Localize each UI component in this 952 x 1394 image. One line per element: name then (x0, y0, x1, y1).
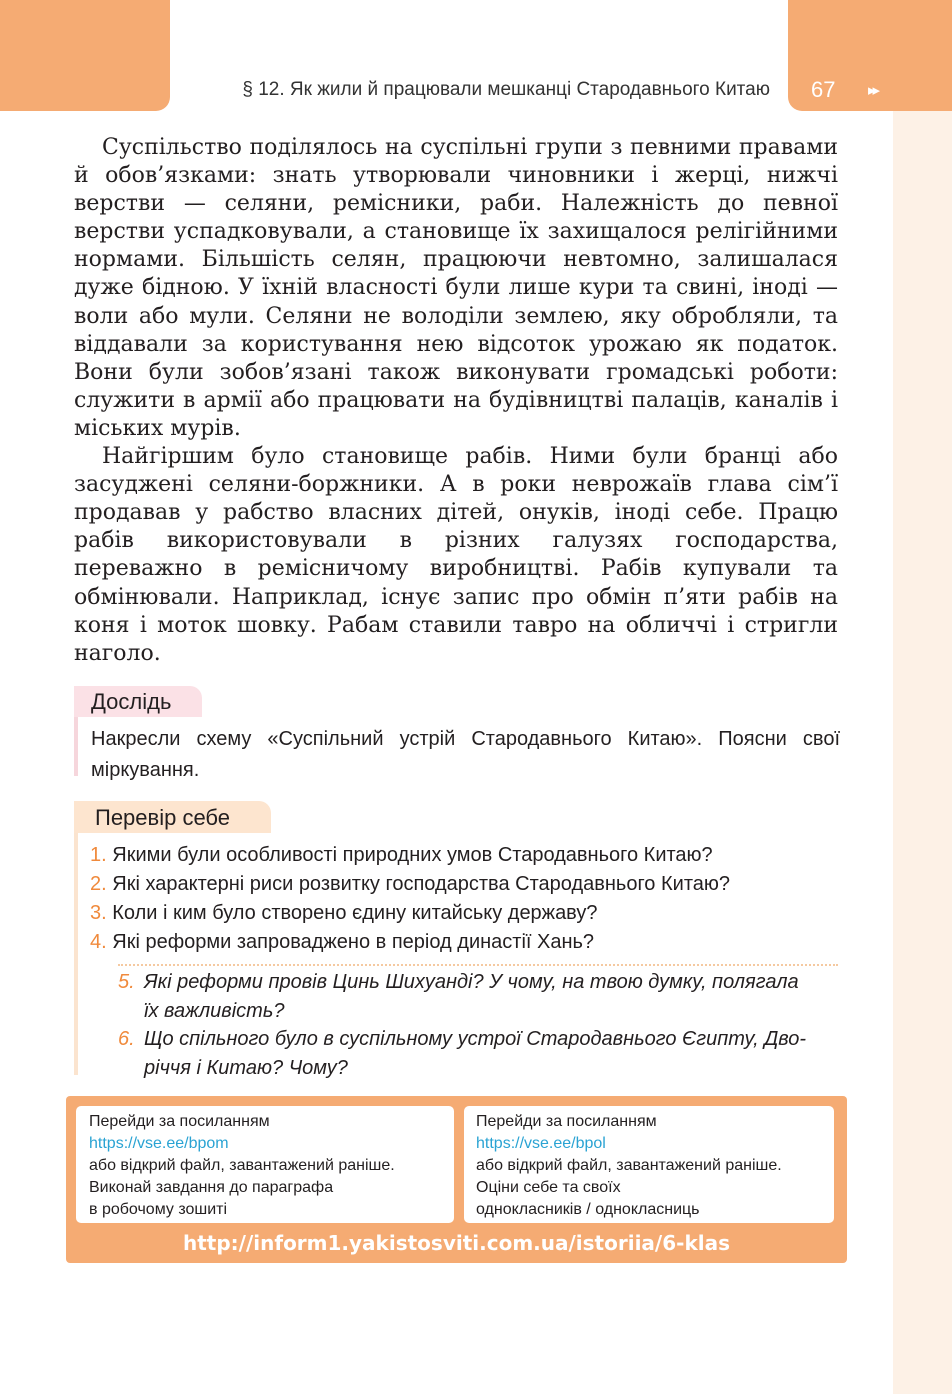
paragraph-2: Найгіршим було становище рабів. Ними були бранці або засуджені селяни-боржники. А в роки неврожаїв глава сім’ї продавав у рабство власних дітей, онуків, іноді себе. Працю рабів використовували в різних галузях господарства, переважно в ремісничому виробництві. Рабів купували та обмінювали. Наприклад, існує запис про обмін п’яти рабів на коня і моток шовку. Рабам ставили тавро на обличчі і стригли наголо. (74, 444, 838, 666)
question-text-line-1: Які реформи провів Цинь Шихуанді? У чому, на твою думку, полягала (144, 971, 799, 993)
question-number: 1. (90, 844, 107, 866)
card-line: Оціни себе та своїх (476, 1179, 621, 1196)
question-item (90, 841, 840, 870)
online-resources-panel (66, 1096, 847, 1263)
card-intro: Перейди за посиланням (89, 1113, 270, 1130)
question-text: Які характерні риси розвитку господарства Стародавнього Китаю? (112, 873, 730, 895)
main-text (74, 134, 838, 668)
card-link-bpol[interactable]: https://vse.ee/bpol (476, 1135, 606, 1152)
page-number: 67 (811, 77, 836, 102)
check-yourself-label: Перевір себе (74, 801, 271, 833)
question-list (90, 841, 840, 957)
advanced-question (118, 968, 840, 1025)
check-side-line (74, 801, 78, 1075)
card-line: або відкрий файл, завантажений раніше. (89, 1157, 395, 1174)
question-text: Коли і ким було створено єдину китайську державу? (112, 902, 598, 924)
paragraph-1: Суспільство поділялось на суспільні групи з певними правами й обов’язками: знать утворювали чиновники і жерці, нижчі верстви — селяни, ремісники, раби. Належність до певної верстви успадковували, а становище їх захищалося релігійними нормами. Більшість селян, працюючи невтомно, залишалася дуже бідною. У їхній власності були лише кури та свині, іноді — воли або мули. Селяни не володіли землею, яку обробляли, та віддавали за користування нею відсоток урожаю як податок. Вони були зобов’язані також виконувати громадські роботи: служити в армії або працювати на будівництві палаців, каналів і міських мурів. (74, 135, 838, 441)
question-text-line-2: їх важливість? (144, 999, 285, 1022)
question-text: Якими були особливості природних умов Стародавнього Китаю? (112, 844, 713, 866)
running-title: § 12. Як жили й працювали мешканці Стародавнього Китаю (242, 79, 770, 100)
card-line: однокласників / однокласниць (476, 1201, 700, 1218)
research-text: Накресли схему «Суспільний устрій Стародавнього Китаю». Поясни свої міркування. (91, 728, 840, 781)
side-margin-strip (893, 111, 952, 1394)
question-item (90, 870, 840, 899)
question-number: 3. (90, 902, 107, 924)
card-line: або відкрий файл, завантажений раніше. (476, 1157, 782, 1174)
card-line: Виконай завдання до параграфа (89, 1179, 334, 1196)
question-number: 5. (118, 971, 135, 993)
question-text-line-1: Що спільного було в суспільному устрої Стародавнього Єгипту, Дво- (144, 1028, 807, 1050)
next-page-arrows-icon[interactable]: ▸▸ (868, 81, 878, 99)
question-number: 6. (118, 1028, 135, 1050)
advanced-question (118, 1025, 840, 1082)
check-yourself-box (74, 801, 840, 1079)
question-text: Які реформи запроваджено в період династії Хань? (112, 931, 595, 953)
question-number: 2. (90, 873, 107, 895)
card-intro: Перейди за посиланням (476, 1113, 657, 1130)
link-card-workbook (76, 1106, 454, 1223)
card-line: в робочому зошиті (89, 1201, 228, 1218)
course-url-link[interactable]: http://inform1.yakistosviti.com.ua/istoriia/6-klas (182, 1231, 731, 1255)
link-card-self-assessment (464, 1106, 834, 1223)
header-tab-left (0, 0, 170, 111)
research-label: Дослідь (74, 686, 202, 717)
question-number: 4. (90, 931, 107, 953)
question-text-line-2: річчя і Китаю? Чому? (144, 1056, 348, 1079)
question-item (90, 928, 840, 957)
dotted-divider (118, 964, 838, 966)
card-link-bpom[interactable]: https://vse.ee/bpom (89, 1135, 229, 1152)
research-box (74, 686, 840, 781)
question-item (90, 899, 840, 928)
